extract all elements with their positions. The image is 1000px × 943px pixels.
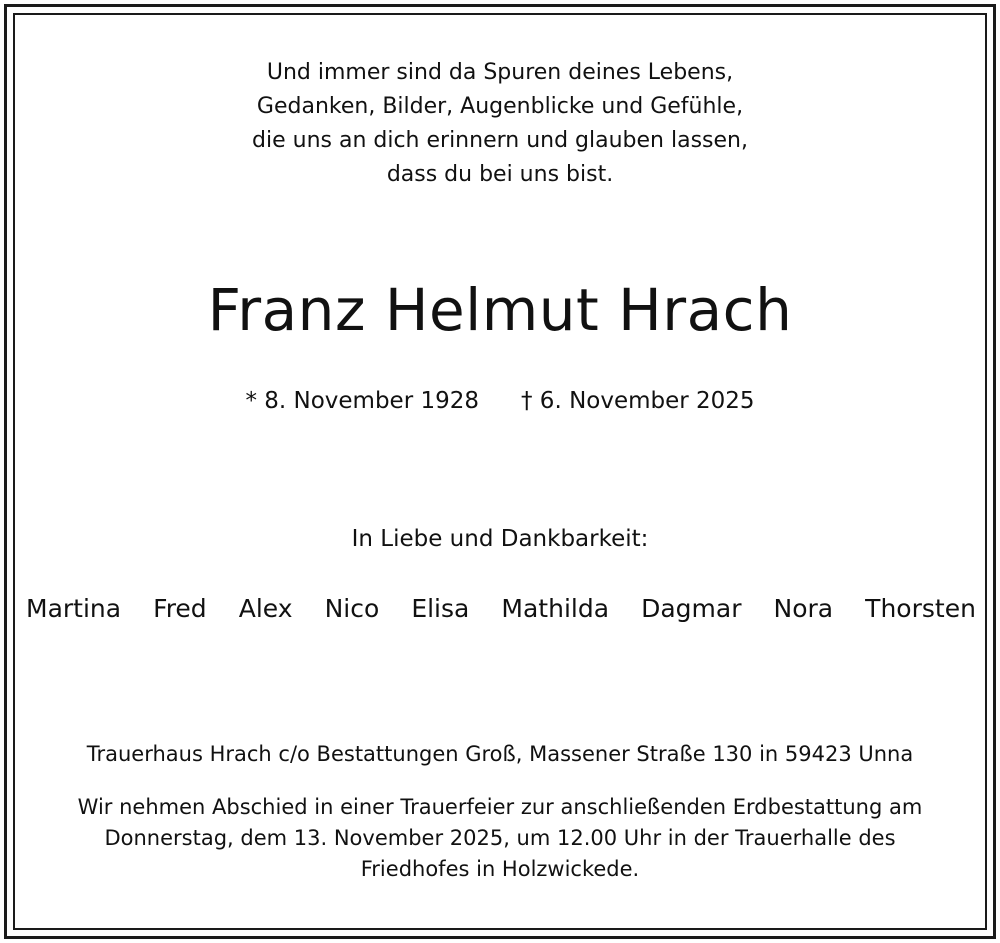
ceremony-line: Donnerstag, dem 13. November 2025, um 12.00 Uhr in der Trauerhalle des: [104, 826, 896, 850]
mourner-name: Thorsten: [865, 594, 976, 623]
mourner-name: Alex: [238, 594, 293, 623]
mourner-name: Mathilda: [501, 594, 610, 623]
death-date: † 6. November 2025: [521, 388, 755, 414]
ceremony-info: [0, 792, 1000, 885]
poem-line: dass du bei uns bist.: [386, 162, 614, 187]
memorial-poem: [0, 56, 1000, 192]
birth-date: * 8. November 1928: [245, 388, 479, 414]
mourner-name: Dagmar: [641, 594, 742, 623]
ceremony-line: Wir nehmen Abschied in einer Trauerfeier zur anschließenden Erdbestattung am: [77, 795, 923, 819]
life-dates: [0, 385, 1000, 417]
poem-line: Und immer sind da Spuren deines Lebens,: [266, 60, 734, 85]
mourner-name: Elisa: [411, 594, 470, 623]
mourner-name: Nora: [773, 594, 834, 623]
mourner-name: Fred: [153, 594, 207, 623]
poem-line: Gedanken, Bilder, Augenblicke und Gefühle,: [256, 94, 744, 119]
mourners-names: [26, 590, 976, 628]
mourner-name: Martina: [26, 594, 122, 623]
deceased-name: Franz Helmut Hrach: [207, 276, 793, 344]
ceremony-line: Friedhofes in Holzwickede.: [360, 857, 640, 881]
mourner-name: Nico: [324, 594, 380, 623]
mourning-house-address: Trauerhaus Hrach c/o Bestattungen Groß, Massener Straße 130 in 59423 Unna: [86, 742, 914, 766]
mourners-intro: In Liebe und Dankbarkeit:: [351, 526, 649, 552]
poem-line: die uns an dich erinnern und glauben lassen,: [252, 128, 748, 153]
